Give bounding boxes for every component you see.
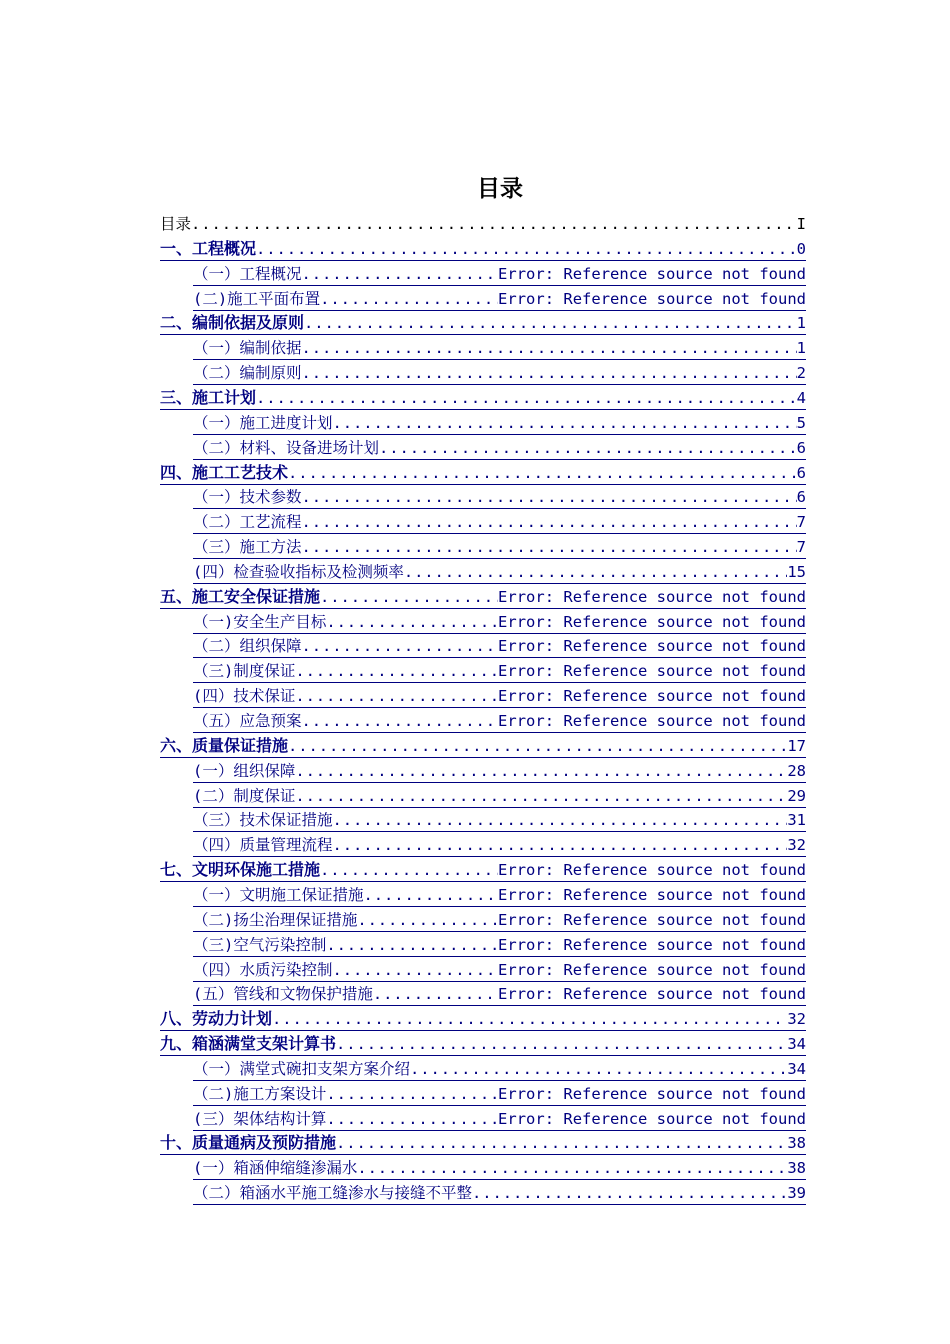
toc-entry-label: （一）编制依据 bbox=[193, 339, 302, 358]
toc-page-number: 4 bbox=[796, 388, 806, 407]
toc-section-link[interactable] bbox=[193, 932, 806, 957]
toc-dot-leader bbox=[302, 635, 499, 657]
toc-entry-label: （二）编制原则 bbox=[193, 364, 302, 383]
toc-dot-leader bbox=[326, 934, 498, 956]
toc-page-number: 6 bbox=[796, 463, 806, 482]
toc-page-number: 17 bbox=[787, 736, 806, 755]
toc-section-link[interactable] bbox=[193, 534, 806, 559]
toc-dot-leader bbox=[302, 511, 797, 533]
toc-section-link[interactable] bbox=[193, 1155, 806, 1180]
toc-entry-label: （三)空气污染控制 bbox=[193, 935, 327, 954]
toc-section-link[interactable] bbox=[193, 335, 806, 360]
toc-section-link[interactable] bbox=[193, 683, 806, 708]
toc-dot-leader bbox=[410, 1058, 787, 1080]
toc-page-number: 34 bbox=[787, 1035, 806, 1054]
toc-entry-label: 一、工程概况 bbox=[160, 238, 257, 258]
toc-section-link[interactable] bbox=[193, 484, 806, 509]
toc-chapter-link[interactable] bbox=[160, 310, 806, 335]
toc-dot-leader bbox=[333, 412, 797, 434]
toc-page-number: Error: Reference source not found bbox=[498, 264, 806, 283]
toc-section-link[interactable] bbox=[193, 658, 806, 683]
toc-page-number: Error: Reference source not found bbox=[498, 1109, 806, 1128]
toc-dot-leader bbox=[333, 959, 499, 981]
toc-section-link[interactable] bbox=[193, 981, 806, 1006]
toc-page-number: Error: Reference source not found bbox=[498, 637, 806, 656]
toc-page-number: Error: Reference source not found bbox=[498, 712, 806, 730]
toc-section-link[interactable] bbox=[193, 832, 806, 857]
toc-section-link[interactable] bbox=[193, 1180, 806, 1205]
toc-page-number: 39 bbox=[787, 1184, 806, 1203]
toc-dot-leader bbox=[302, 536, 797, 558]
page-title: 目录 bbox=[477, 176, 523, 202]
toc-section-link[interactable] bbox=[193, 957, 806, 982]
toc-page-number: 28 bbox=[787, 761, 806, 780]
toc-page-number: 34 bbox=[787, 1059, 806, 1078]
toc-entry-label: （一）文明施工保证措施 bbox=[193, 885, 364, 904]
toc-page-number: Error: Reference source not found bbox=[498, 910, 806, 929]
toc-dot-leader bbox=[302, 263, 499, 285]
toc-dot-leader bbox=[256, 238, 797, 260]
toc-entry-label: (五）管线和文物保护措施 bbox=[193, 985, 373, 1004]
toc-dot-leader bbox=[336, 1132, 787, 1154]
toc-dot-leader bbox=[302, 362, 797, 384]
toc-dot-leader bbox=[404, 561, 787, 583]
toc-dot-leader bbox=[302, 337, 797, 359]
toc-entry-label: (四）检查验收指标及检测频率 bbox=[193, 562, 404, 581]
toc-entry-label: 九、箱涵满堂支架计算书 bbox=[160, 1034, 337, 1054]
toc-page-number: 31 bbox=[787, 811, 806, 830]
toc-dot-leader bbox=[333, 834, 788, 856]
toc-dot-leader bbox=[326, 1108, 498, 1130]
toc-entry-label: （三）技术保证措施 bbox=[193, 811, 333, 830]
toc-entry-label: （一）技术参数 bbox=[193, 488, 302, 507]
toc-section-link[interactable] bbox=[193, 1106, 806, 1131]
toc-page-number: 5 bbox=[796, 413, 806, 432]
toc-section-link[interactable] bbox=[193, 286, 806, 311]
toc-page-number: Error: Reference source not found bbox=[498, 861, 806, 880]
toc-dot-leader bbox=[472, 1182, 787, 1204]
toc-dot-leader bbox=[320, 859, 498, 881]
toc-section-link[interactable] bbox=[193, 882, 806, 907]
toc-dot-leader bbox=[357, 1157, 787, 1179]
toc-chapter-link[interactable] bbox=[160, 236, 806, 261]
toc-section-link[interactable] bbox=[193, 435, 806, 460]
toc-page-number: Error: Reference source not found bbox=[498, 1084, 806, 1103]
toc-section-link[interactable] bbox=[193, 1081, 806, 1106]
toc-entry-contents[interactable] bbox=[160, 211, 806, 235]
toc-dot-leader bbox=[364, 884, 499, 906]
toc-chapter-link[interactable] bbox=[160, 857, 806, 882]
toc-entry-label: （二）箱涵水平施工缝渗水与接缝不平整 bbox=[193, 1184, 473, 1203]
toc-page-number: Error: Reference source not found bbox=[498, 960, 806, 979]
toc-chapter-link[interactable] bbox=[160, 1130, 806, 1155]
toc-dot-leader bbox=[357, 909, 498, 931]
toc-dot-leader bbox=[326, 1083, 498, 1105]
toc-section-link[interactable] bbox=[193, 261, 806, 286]
toc-dot-leader bbox=[336, 1033, 787, 1055]
toc-entry-label: （三）施工方法 bbox=[193, 538, 302, 557]
toc-page-number: 6 bbox=[796, 438, 806, 457]
toc-entry-label: 二、编制依据及原则 bbox=[160, 313, 305, 333]
toc-dot-leader bbox=[295, 785, 787, 807]
toc-chapter-link[interactable] bbox=[160, 460, 806, 485]
toc-page-number: Error: Reference source not found bbox=[498, 687, 806, 706]
toc-chapter-link[interactable] bbox=[160, 385, 806, 410]
toc-entry-label: （四）质量管理流程 bbox=[193, 836, 333, 855]
toc-dot-leader bbox=[320, 586, 498, 608]
toc-section-link[interactable] bbox=[193, 509, 806, 534]
toc-page-number: 7 bbox=[796, 513, 806, 532]
toc-page-number: Error: Reference source not found bbox=[498, 587, 806, 606]
toc-section-link[interactable] bbox=[193, 783, 806, 808]
toc-dot-leader bbox=[326, 611, 498, 633]
toc-entry-label: (一）组织保障 bbox=[193, 761, 296, 780]
toc-entry-label: （三)制度保证 bbox=[193, 662, 296, 681]
toc-dot-leader bbox=[320, 288, 498, 310]
toc-page-number: Error: Reference source not found bbox=[498, 985, 806, 1004]
toc-dot-leader bbox=[191, 213, 797, 235]
toc-section-link[interactable] bbox=[193, 410, 806, 435]
toc-page-number: 1 bbox=[796, 339, 806, 358]
toc-page-number: 15 bbox=[787, 562, 806, 581]
toc-entry-label: 四、施工工艺技术 bbox=[160, 462, 289, 482]
toc-entry-label: (四）技术保证 bbox=[193, 687, 296, 706]
toc-chapter-link[interactable] bbox=[160, 584, 806, 609]
toc-entry-label: (三）架体结构计算 bbox=[193, 1109, 327, 1128]
toc-entry-label: (一）箱涵伸缩缝渗漏水 bbox=[193, 1159, 358, 1178]
toc-entry-label: （一）施工进度计划 bbox=[193, 413, 333, 432]
toc-page-number: 0 bbox=[796, 239, 806, 258]
toc-dot-leader bbox=[302, 486, 797, 508]
toc-chapter-link[interactable] bbox=[160, 1031, 806, 1056]
toc-entry-label: 七、文明环保施工措施 bbox=[160, 860, 321, 880]
toc-page-number: 1 bbox=[796, 314, 806, 333]
toc-entry-label: 八、劳动力计划 bbox=[160, 1009, 273, 1029]
toc-entry-label: （二）组织保障 bbox=[193, 637, 302, 656]
toc-dot-leader bbox=[295, 685, 498, 707]
toc-entry-label: （二)施工方案设计 bbox=[193, 1084, 327, 1103]
toc-dot-leader bbox=[379, 437, 797, 459]
toc-dot-leader bbox=[333, 809, 788, 831]
toc-page-number: 2 bbox=[796, 364, 806, 383]
toc-section-link[interactable] bbox=[193, 360, 806, 385]
toc-page-number: I bbox=[796, 215, 806, 233]
toc-page-number: Error: Reference source not found bbox=[498, 662, 806, 681]
toc-dot-leader bbox=[373, 983, 498, 1005]
toc-dot-leader bbox=[304, 312, 797, 334]
toc-page-number: 38 bbox=[787, 1159, 806, 1178]
toc-section-link[interactable] bbox=[193, 758, 806, 783]
toc-entry-label: (二)施工平面布置 bbox=[193, 289, 321, 308]
toc-chapter-link[interactable] bbox=[160, 1006, 806, 1031]
toc-entry-label: 目录 bbox=[160, 215, 192, 233]
toc-page-number: 38 bbox=[787, 1134, 806, 1153]
toc-entry-label: （四）水质污染控制 bbox=[193, 960, 333, 979]
toc-page-number: Error: Reference source not found bbox=[498, 885, 806, 904]
toc-page-number: 32 bbox=[787, 1010, 806, 1029]
toc-page-number: Error: Reference source not found bbox=[498, 935, 806, 954]
toc-page-number: Error: Reference source not found bbox=[498, 612, 806, 631]
toc-chapter-link[interactable] bbox=[160, 733, 806, 758]
toc-dot-leader bbox=[272, 1008, 787, 1030]
toc-entry-label: 三、施工计划 bbox=[160, 387, 257, 407]
toc-dot-leader bbox=[288, 462, 797, 484]
toc-page-number: 29 bbox=[787, 786, 806, 805]
toc-section-link[interactable] bbox=[193, 907, 806, 932]
toc-entry-label: 十、质量通病及预防措施 bbox=[160, 1133, 337, 1153]
toc-section-link[interactable] bbox=[193, 1056, 806, 1081]
toc-section-link[interactable] bbox=[193, 708, 806, 733]
toc-entry-label: （一）工程概况 bbox=[193, 264, 302, 283]
toc-page-number: Error: Reference source not found bbox=[498, 289, 806, 308]
toc-entry-label: (二）制度保证 bbox=[193, 786, 296, 805]
toc-dot-leader bbox=[288, 735, 787, 757]
toc-dot-leader bbox=[256, 387, 797, 409]
toc-entry-label: （二）材料、设备进场计划 bbox=[193, 438, 380, 457]
toc-entry-label: 六、质量保证措施 bbox=[160, 735, 289, 755]
toc-entry-label: （五）应急预案 bbox=[193, 712, 302, 730]
toc-dot-leader bbox=[295, 660, 498, 682]
toc-entry-label: （一）满堂式碗扣支架方案介绍 bbox=[193, 1059, 411, 1078]
toc-entry-label: （二)扬尘治理保证措施 bbox=[193, 910, 358, 929]
toc-dot-leader bbox=[295, 760, 787, 782]
toc-dot-leader bbox=[302, 710, 499, 732]
toc-section-link[interactable] bbox=[193, 807, 806, 832]
toc-entry-label: （二）工艺流程 bbox=[193, 513, 302, 532]
toc-entry-label: 五、施工安全保证措施 bbox=[160, 586, 321, 606]
toc-page-number: 32 bbox=[787, 836, 806, 855]
toc-page-number: 6 bbox=[796, 488, 806, 507]
toc-section-link[interactable] bbox=[193, 609, 806, 634]
toc-section-link[interactable] bbox=[193, 559, 806, 584]
toc-entry-label: （一)安全生产目标 bbox=[193, 612, 327, 631]
toc-page-number: 7 bbox=[796, 538, 806, 557]
toc-section-link[interactable] bbox=[193, 633, 806, 658]
